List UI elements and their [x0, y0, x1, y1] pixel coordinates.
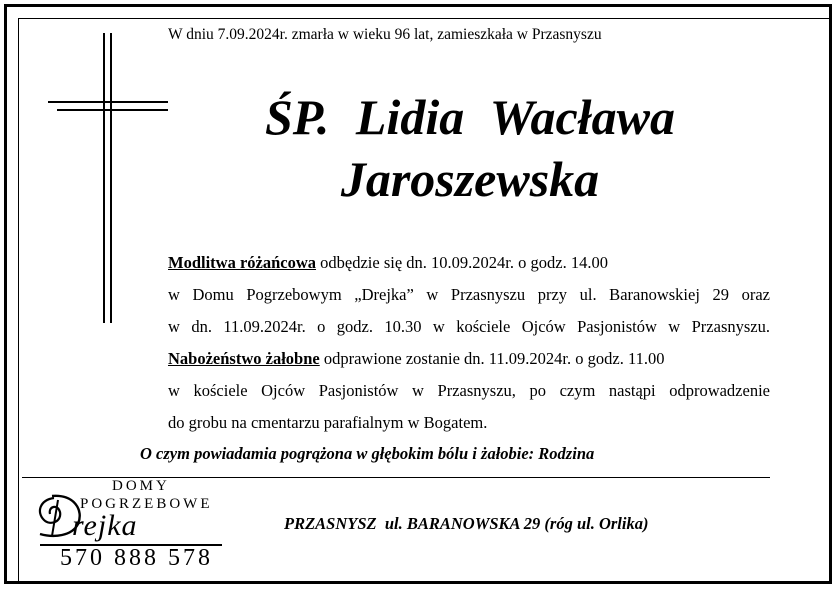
funeral-home-phone: 570 888 578	[60, 545, 213, 571]
logo-text-pogrzebowe: POGRZEBOWE	[80, 496, 213, 512]
rosary-heading: Modlitwa różańcowa	[168, 253, 317, 272]
logo-text-domy: DOMY	[112, 478, 170, 494]
cross-vertical-bar-left	[103, 33, 105, 323]
deceased-name-line1: ŚP. Lidia Wacława	[264, 89, 675, 145]
funeral-mass-heading: Nabożeństwo żałobne	[168, 349, 320, 368]
body-line-6: do grobu na cmentarzu parafialnym w Bogatem.	[168, 413, 488, 432]
funeral-mass-text: odprawione zostanie dn. 11.09.2024r. o godz. 11.00	[319, 349, 665, 368]
deceased-name-line2: Jaroszewska	[340, 151, 600, 207]
rosary-line	[168, 253, 608, 273]
funeral-home-address: PRZASNYSZ ul. BARANOWSKA 29 (róg ul. Orlika)	[284, 514, 649, 533]
body-line-3: w dn. 11.09.2024r. o godz. 10.30 w kościele Ojców Pasjonistów w Przasnyszu.	[168, 317, 770, 336]
family-closing: O czym powiadamia pogrążona w głębokim bólu i żałobie: Rodzina	[140, 444, 595, 463]
logo-script-name: rejka	[72, 509, 138, 542]
death-notice-intro: W dniu 7.09.2024r. zmarła w wieku 96 lat, zamieszkała w Przasnyszu	[168, 26, 602, 43]
rosary-text: odbędzie się dn. 10.09.2024r. o godz. 14.00	[316, 253, 608, 272]
funeral-mass-line	[168, 349, 664, 369]
body-line-2: w Domu Pogrzebowym „Drejka” w Przasnyszu przy ul. Baranowskiej 29 oraz	[168, 285, 770, 304]
body-line-5: w kościele Ojców Pasjonistów w Przasnyszu, po czym nastąpi odprowadzenie	[168, 381, 770, 400]
